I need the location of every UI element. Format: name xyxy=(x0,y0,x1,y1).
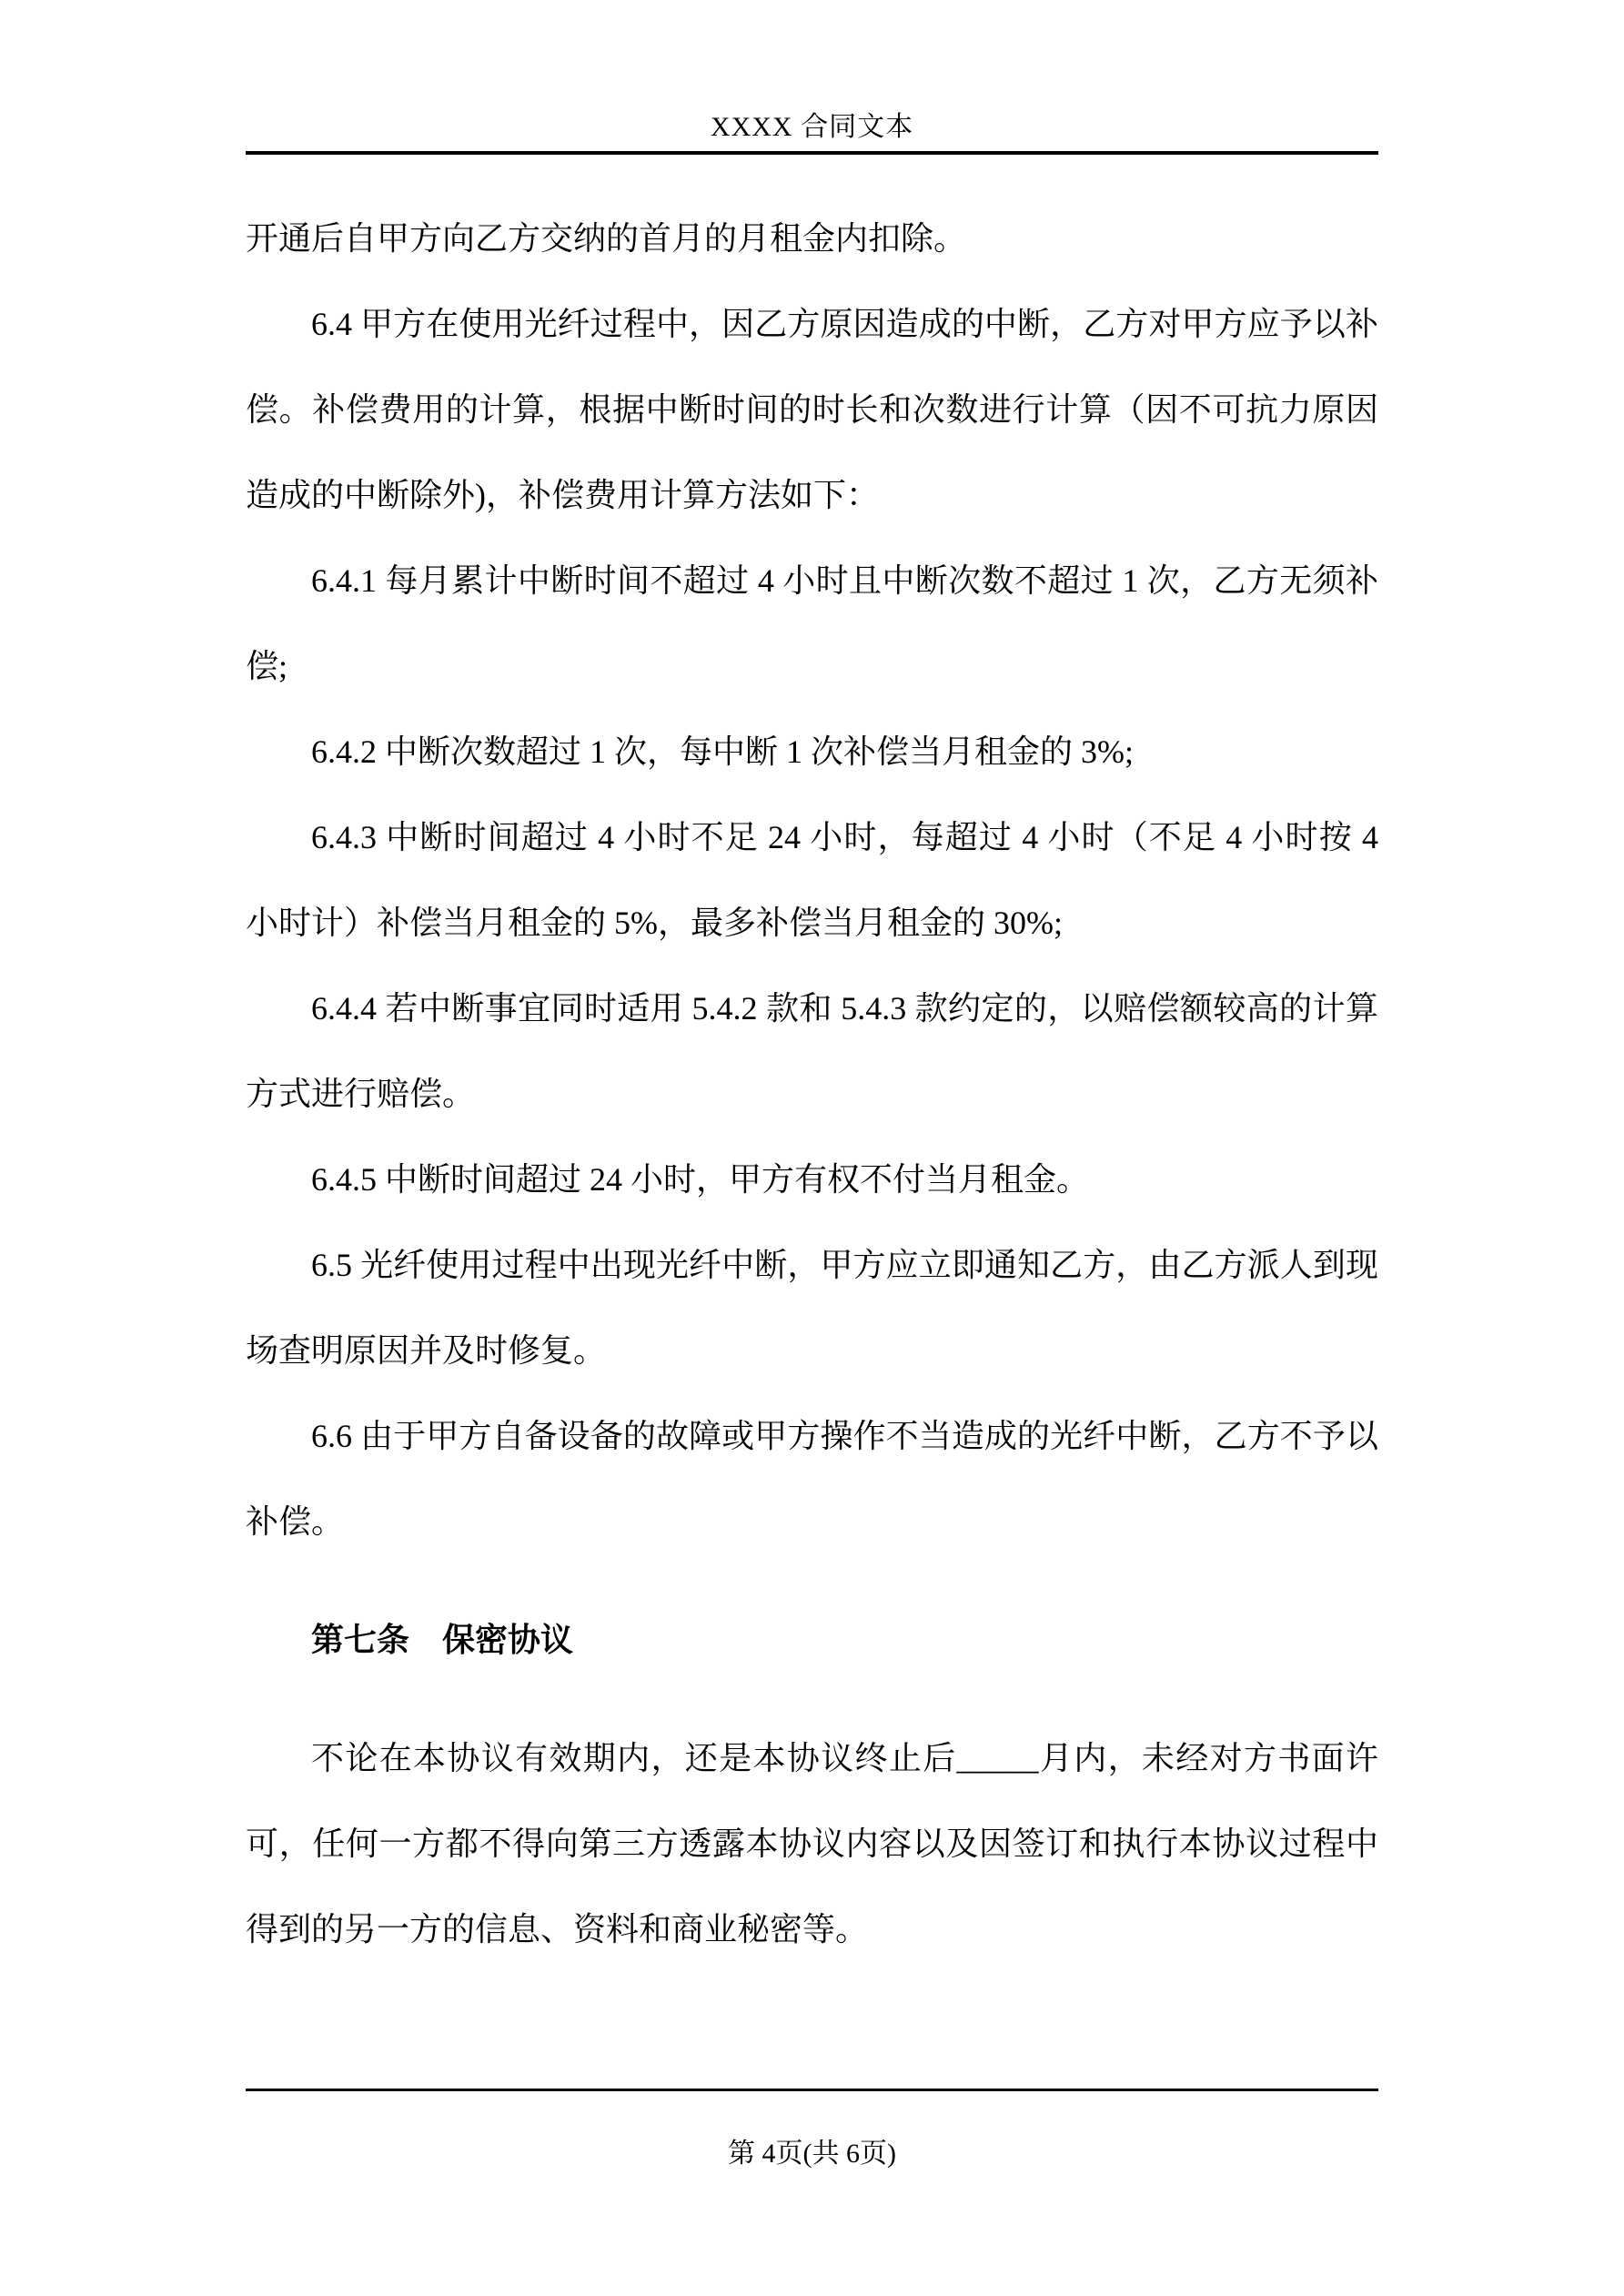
clause-6-5: 6.5 光纤使用过程中出现光纤中断，甲方应立即通知乙方，由乙方派人到现场查明原因并及时修复。 xyxy=(246,1247,1378,1369)
article-7-heading: 第七条 保密协议 xyxy=(311,1622,574,1658)
clause-6-4-4: 6.4.4 若中断事宜同时适用 5.4.2 款和 5.4.3 款约定的，以赔偿额较高的计算方式进行赔偿。 xyxy=(246,990,1378,1112)
clause-6-6: 6.6 由于甲方自备设备的故障或甲方操作不当造成的光纤中断，乙方不予以补偿。 xyxy=(246,1418,1378,1540)
clause-6-4-2: 6.4.2 中断次数超过 1 次，每中断 1 次补偿当月租金的 3%; xyxy=(311,733,1134,770)
article-7-confidentiality-paragraph: 不论在本协议有效期内，还是本协议终止后_____月内，未经对方书面许可，任何一方都不得向第三方透露本协议内容以及因签订和执行本协议过程中得到的另一方的信息、资料和商业秘密等。 xyxy=(246,1740,1378,1947)
contract-body xyxy=(246,196,1378,1972)
clause-6-4: 6.4 甲方在使用光纤过程中，因乙方原因造成的中断，乙方对甲方应予以补偿。补偿费用的计算，根据中断时间的时长和次数进行计算（因不可抗力原因造成的中断除外)，补偿费用计算方法如下： xyxy=(246,306,1378,513)
page-header-title: XXXX 合同文本 xyxy=(710,112,914,142)
header-divider-line xyxy=(246,151,1378,155)
page-number: 第 4页(共 6页) xyxy=(728,2139,896,2169)
clause-6-4-1: 6.4.1 每月累计中断时间不超过 4 小时且中断次数不超过 1 次，乙方无须补偿; xyxy=(246,562,1378,684)
paragraph-continuation-6-3: 开通后自甲方向乙方交纳的首月的月租金内扣除。 xyxy=(246,220,967,257)
clause-6-4-3: 6.4.3 中断时间超过 4 小时不足 24 小时，每超过 4 小时（不足 4 小时按 4 小时计）补偿当月租金的 5%，最多补偿当月租金的 30%; xyxy=(246,819,1378,941)
footer-divider-line xyxy=(246,2089,1378,2091)
clause-6-4-5: 6.4.5 中断时间超过 24 小时，甲方有权不付当月租金。 xyxy=(311,1161,1090,1198)
